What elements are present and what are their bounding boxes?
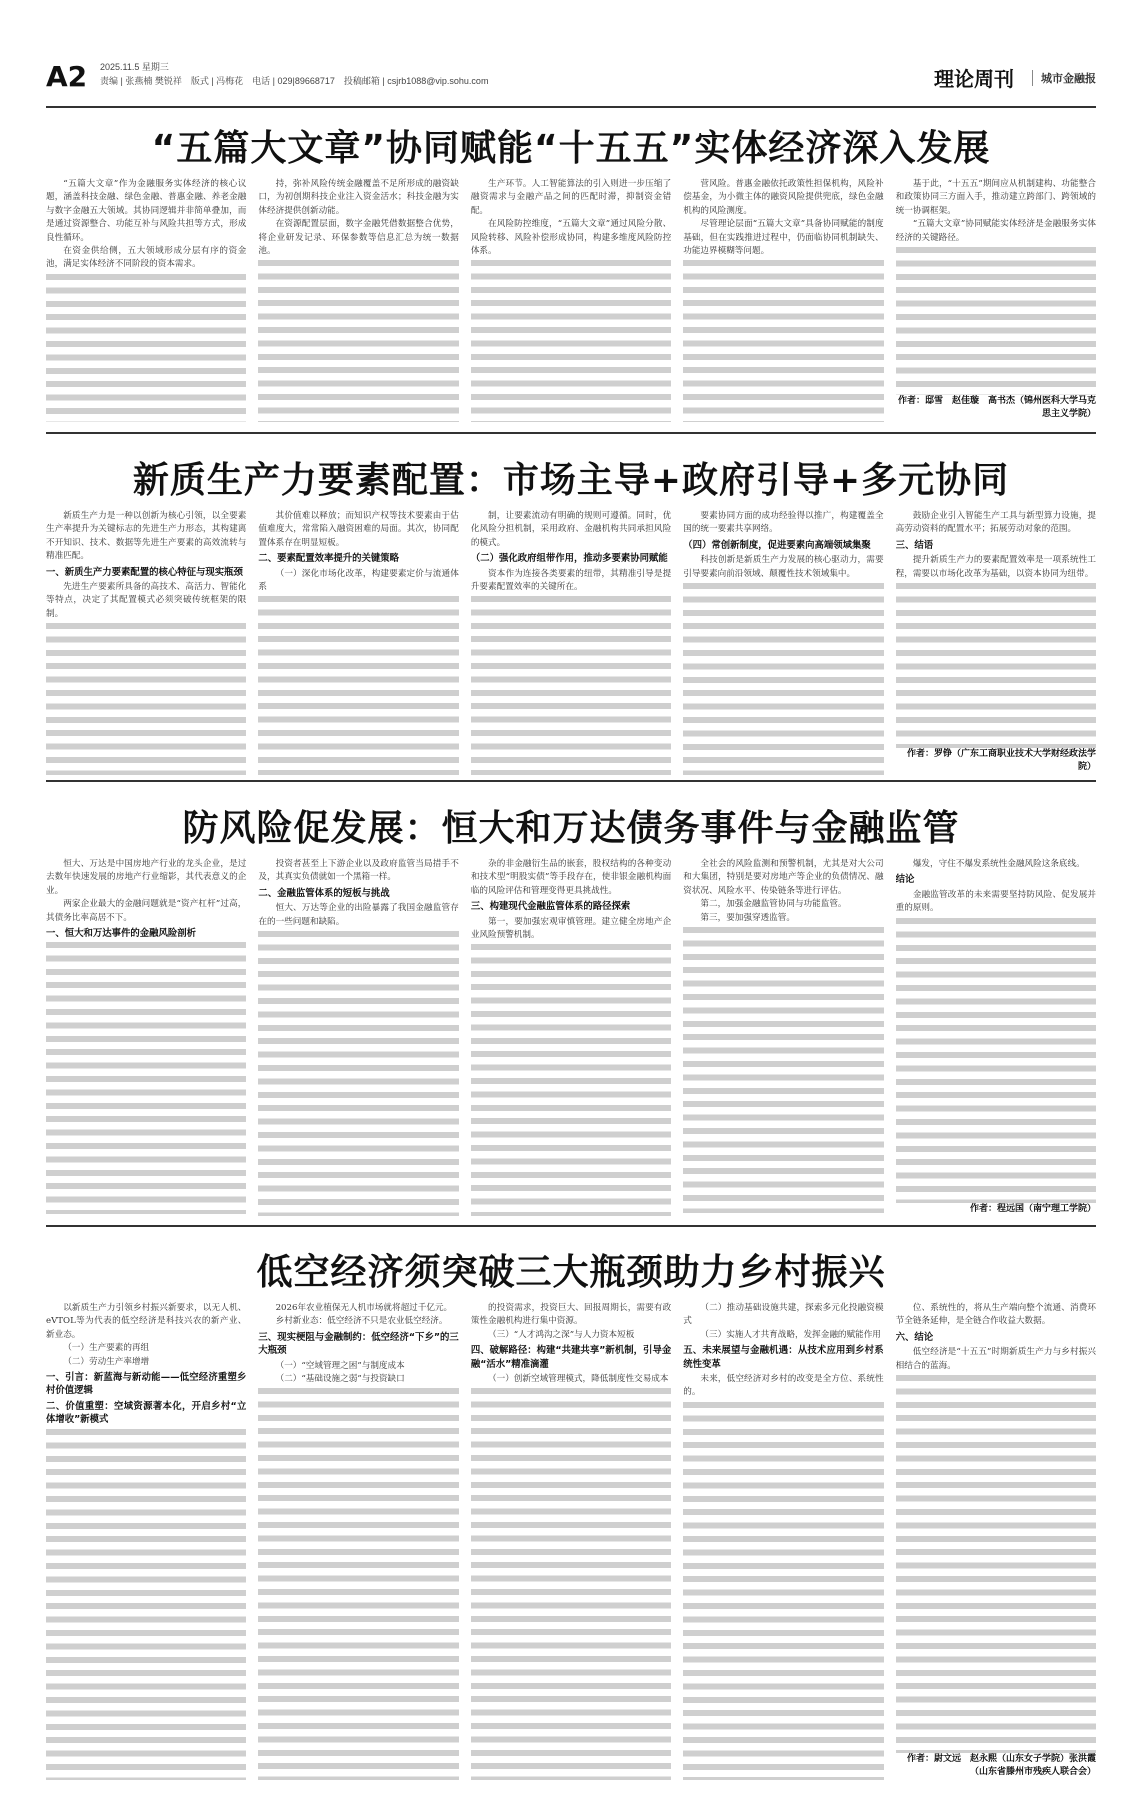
section-heading: （四）常创新制度，促进要素向高端领域集聚 [683,539,871,551]
section-heading: 四、破解路径：构建“共建共享”新机制，引导金融“活水”精准滴灌 [470,1345,672,1370]
body-paragraph: 第三，要加强穿透监管。 [700,912,795,923]
body-paragraph: 提升新质生产力的要素配置效率是一项系统性工程，需要以市场化改革为基础，以资本协同为纽带。 [895,555,1097,579]
text-lines-placeholder [683,1402,883,1780]
article-3-column-5 [896,858,1096,1216]
article-4-column-2 [258,1302,458,1780]
body-paragraph: 尽管理论层面“五篇大文章”具备协同赋能的制度基础，但在实践推进过程中，仍面临协同机制缺失、功能边界模糊等问题。 [683,219,884,257]
body-paragraph: 新质生产力是一种以创新为核心引领，以全要素生产率提升为关键标志的先进生产力形态，其构建离不开知识、技术、数据等先进生产要素的高效流转与精准匹配。 [46,511,247,562]
article-2-body [46,510,1096,775]
article-1-column-5 [896,178,1096,426]
body-paragraph: 位、系统性的，将从生产端向整个流通、消费环节全链条延伸，是全链合作收益大数据。 [895,1303,1097,1327]
section-heading: （二）强化政府组带作用，推动多要素协同赋能 [470,553,668,565]
article-4-headline: 低空经济须突破三大瓶颈助力乡村振兴 [256,1252,886,1293]
text-lines-placeholder [471,260,671,422]
body-paragraph: （三）实施人才共育战略，发挥金融的赋能作用 [700,1329,881,1340]
author-credit: 作者：罗铮（广东工商职业技术大学财经政法学院） [907,749,1097,773]
section-heading: 三、现实梗阻与金融制约：低空经济“下乡”的三大瓶颈 [258,1331,459,1357]
article-4-column-3 [471,1302,671,1780]
text-lines-placeholder [46,1429,246,1780]
text-lines-placeholder [683,260,883,422]
body-paragraph: 资本作为连接各类要素的纽带，其精准引导是提升要素配置效率的关键所在。 [470,568,672,593]
body-paragraph: 杂的非金融衍生品的嵌套，股权结构的各种变动和技术型“明股实债”等手段存在，使非银金融机构面临的风险评估和管理变得更具挑战性。 [470,859,672,896]
body-paragraph: 科技创新是新质生产力发展的核心驱动力，需要引导要素向前沿领域、颠覆性技术领域集中。 [683,555,884,579]
header-rule [46,106,1096,108]
section-heading: 二、价值重塑：空域资源著本化，开启乡村“立体增收”新模式 [46,1400,247,1426]
body-paragraph: 第二，加强金融监管协同与功能监管。 [700,899,847,910]
body-paragraph: 持，弥补风险传统金融覆盖不足所形成的融资缺口，为初创期科技企业注入资金活水；科技金融为实体经济提供创新动能。 [258,179,459,216]
text-lines-placeholder [471,1388,671,1780]
text-lines-placeholder [471,596,671,775]
body-paragraph: 生产环节。人工智能算法的引入则进一步压缩了融资需求与金融产品之间的匹配时滞，抑制资金错配。 [470,179,672,216]
body-paragraph: 以新质生产力引领乡村振兴新要求，以无人机、eVTOL等为代表的低空经济是科技兴农的新产业、新业态。 [46,1303,247,1340]
text-lines-placeholder [896,247,1096,395]
divider-1 [46,432,1096,434]
text-lines-placeholder [471,944,671,1216]
section-heading: 二、金融监管体系的短板与挑战 [258,887,390,899]
article-2-column-4 [683,510,883,775]
author-credit: 作者：尉文远 赵永熙（山东女子学院）张洪霞（山东省滕州市残疾人联合会） [907,1754,1097,1778]
article-2-column-3 [471,510,671,775]
article-3-column-2 [258,858,458,1216]
section-heading: 三、构建现代金融监管体系的路径探索 [470,901,631,913]
body-paragraph: 未来，低空经济对乡村的改变是全方位、系统性的。 [683,1374,884,1398]
article-3-headline: 防风险促发展：恒大和万达债务事件与金融监管 [182,808,960,849]
article-2-headline: 新质生产力要素配置：市场主导+政府引导+多元协同 [132,460,1010,501]
body-paragraph: 恒大、万达等企业的出险暴露了我国金融监管存在的一些问题和缺陷。 [258,903,459,927]
page-number: A2 [46,60,88,93]
body-paragraph: （二）“基础设施之弱”与投资缺口 [275,1374,405,1385]
article-3-column-3 [471,858,671,1216]
text-lines-placeholder [896,583,1096,748]
body-paragraph: 在资金供给侧，五大领域形成分层有序的资金池，满足实体经济不同阶段的资本需求。 [46,246,247,270]
body-paragraph: 的投资需求，投资巨大、回报周期长，需要有政策性金融机构进行集中资源。 [470,1303,672,1327]
body-paragraph: 要素协同方面的成功经验得以推广，构建覆盖全国的统一要素共享网络。 [683,511,884,535]
text-lines-placeholder [46,623,246,775]
body-paragraph: 恒大、万达是中国房地产行业的龙头企业，是过去数年快速发展的房地产行业缩影，其代表意义的企业。 [46,859,247,896]
text-lines-placeholder [896,918,1096,1203]
article-3-column-1 [46,858,246,1216]
body-paragraph: （二）劳动生产率增增 [63,1356,150,1367]
section-heading: 一、新质生产力要素配置的核心特征与现实瓶颈 [46,566,243,578]
section-heading: 三、结语 [895,539,934,551]
date-line: 2025.11.5 星期三 [100,62,169,72]
body-paragraph: 基于此，“十五五”期间应从机制建构、功能整合和政策协同三方面入手，推动建立跨部门、跨领域的统一协调框架。 [895,179,1097,216]
article-1-column-2 [258,178,458,426]
section-heading: 五、未来展望与金融机遇：从技术应用到乡村系统性变革 [683,1345,884,1370]
body-paragraph: 第一，要加强宏观审慎管理。建立健全房地产企业风险预警机制。 [470,916,672,941]
body-paragraph: （一）创新空域管理模式，降低制度性交易成本 [488,1374,669,1385]
text-lines-placeholder [258,931,458,1216]
article-2-column-5 [896,510,1096,775]
text-lines-placeholder [258,1388,458,1780]
body-paragraph: 鼓励企业引入智能生产工具与新型算力设施，提高劳动资料的配置水平；拓展劳动对象的范围。 [895,511,1097,535]
author-credit: 作者：程远国（南宁理工学院） [970,1203,1097,1214]
text-lines-placeholder [258,260,458,422]
body-paragraph: 全社会的风险监测和预警机制，尤其是对大公司和大集团，特别是要对房地产等企业的负债情况、融资状况、风险水平、传染链条等进行评估。 [683,859,884,896]
text-lines-placeholder [46,274,246,422]
article-2-column-2 [258,510,458,775]
section-heading: 二、要素配置效率提升的关键策略 [258,553,400,565]
body-paragraph: 营风险。普惠金融依托政策性担保机构，风险补偿基金，为小微主体的融资风险提供兜底，绿色金融机构的风险测度。 [683,179,884,216]
divider-3 [46,1225,1096,1227]
body-paragraph: “五篇大文章”协同赋能实体经济是金融服务实体经济的关键路径。 [895,219,1097,243]
body-paragraph: （一）“空域管理之困”与制度成本 [275,1360,405,1371]
body-paragraph: 投资者甚至上下游企业以及政府监管当局措手不及，其真实负债就如一个黑箱一样。 [258,859,459,883]
body-paragraph: （一）深化市场化改革，构建要素定价与流通体系 [258,568,459,593]
body-paragraph: 低空经济是“十五五”时期新质生产力与乡村振兴相结合的蓝海。 [895,1347,1097,1371]
article-4-column-5 [896,1302,1096,1780]
section-heading: 六、结论 [895,1331,934,1343]
section-title: 理论周刊 [934,67,1014,91]
body-paragraph: 乡村新业态：低空经济不只是农业低空经济。 [275,1316,448,1327]
article-3-column-4 [683,858,883,1216]
body-paragraph: （三）“人才鸿沟之深”与人力资本短板 [488,1329,635,1340]
article-4-column-4 [683,1302,883,1780]
body-paragraph: 在资源配置层面，数字金融凭借数据整合优势，将企业研发记录、环保参数等信息汇总为统一数据池。 [258,219,459,257]
article-4-column-1 [46,1302,246,1780]
section-heading: 一、恒大和万达事件的金融风险剖析 [46,928,197,940]
text-lines-placeholder [683,927,883,1213]
author-credit: 作者：邸雪 赵佳璇 高书杰（锦州医科大学马克思主义学院） [898,396,1097,420]
article-4-body [46,1302,1096,1780]
body-paragraph: 爆发，守住不爆发系统性金融风险这条底线。 [912,859,1085,869]
body-paragraph: 金融监管改革的未来需要坚持防风险、促发展并重的原则。 [895,889,1097,914]
section-heading: 一、引言：新蓝海与新动能——低空经济重塑乡村价值逻辑 [46,1372,247,1397]
text-lines-placeholder [683,583,883,775]
body-paragraph: （一）生产要素的再组 [63,1343,150,1354]
body-paragraph: 两家企业最大的金融问题就是“资产杠杆”过高，其债务比率高居不下。 [46,899,247,923]
text-lines-placeholder [258,596,458,775]
page-header [46,58,1096,104]
editor-line: 责编 | 张燕楠 樊锐祥 版式 | 冯梅花 电话 | 029|89668717 投稿邮箱 | csjrb1088@vip.sohu.com [100,76,489,86]
body-paragraph: 先进生产要素所具备的高技术、高活力、智能化等特点，决定了其配置模式必须突破传统框架的限制。 [46,582,247,619]
body-paragraph: “五篇大文章”作为金融服务实体经济的核心议题，涵盖科技金融、绿色金融、普惠金融、养老金融与数字金融五大领域。其协同逻辑并非简单叠加，而是通过资源整合、功能互补与风险共担等方式，形成良性循环。 [46,179,247,243]
body-paragraph: 制，让要素流动有明确的规则可遵循。同时，优化风险分担机制，采用政府、金融机构共同承担风险的模式。 [470,511,672,548]
divider-2 [46,780,1096,782]
article-1-body [46,178,1096,426]
article-3-body [46,858,1096,1216]
article-1-column-3 [471,178,671,426]
text-lines-placeholder [896,1375,1096,1753]
section-heading: 结论 [895,874,915,886]
article-1-column-4 [683,178,883,426]
paper-name: 城市金融报 [1032,70,1096,86]
body-paragraph: 其价值难以释放；而知识产权等技术要素由于估值难度大，常常陷入融资困难的局面。其次，协同配置体系存在明显短板。 [258,511,459,548]
article-1-headline: “五篇大文章”协同赋能“十五五”实体经济深入发展 [151,128,991,169]
body-paragraph: （二）推动基础设施共建，探索多元化投融资模式 [683,1303,884,1327]
article-2-column-1 [46,510,246,775]
body-paragraph: 在风险防控维度，“五篇大文章”通过风险分散、风险转移、风险补偿形成协同，构建多维度风险防控体系。 [470,219,672,257]
body-paragraph: 2026年农业植保无人机市场就将超过千亿元。 [275,1303,453,1313]
article-1-column-1 [46,178,246,426]
text-lines-placeholder [46,942,246,1214]
